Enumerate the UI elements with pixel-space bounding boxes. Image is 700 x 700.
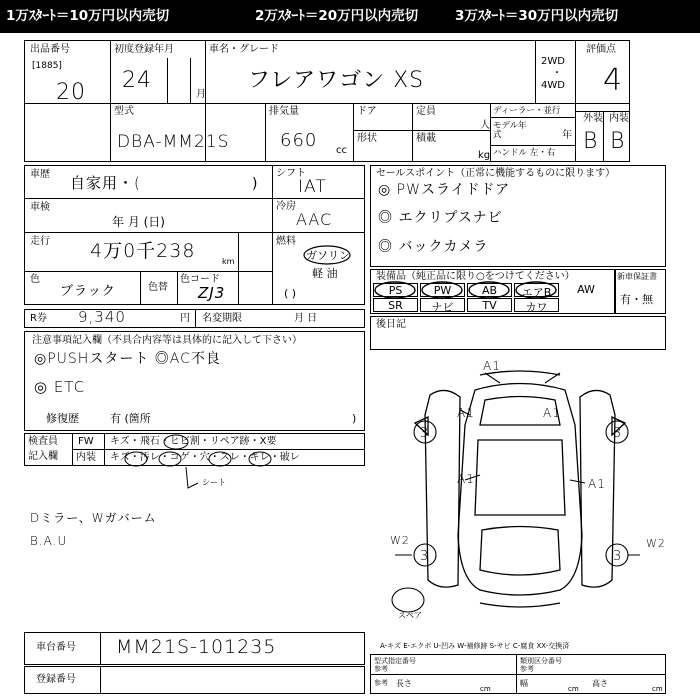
notes-line-1: ◎PUSHスタート ◎AC不良 [34,351,221,367]
inspector-label-2: 記入欄 [28,451,58,462]
displacement-label: 排気量 [269,106,299,117]
payload-label: 積載 [416,133,436,144]
color-code-value: ZJ3 [198,284,226,302]
circle-num-rr: 3 [613,549,623,564]
banner-item-2: 2万ｽﾀｰﾄ＝20万円以内売切 [255,8,419,24]
drive-4wd: 4WD [541,80,565,91]
repair-close: ) [352,412,357,425]
name-grade: フレアワゴン XS [248,68,425,93]
color-code-label: 色コード [180,274,220,285]
class-ref-label: 参考 [520,665,534,673]
interior-grade: B [610,129,626,154]
recycle-label: R券 [30,313,47,324]
equip-navi: ナビ [420,298,465,312]
notes-title: 注意事項記入欄（不具合内容等は具体的に記入して下さい） [32,335,302,346]
shift-label: シフト [276,168,306,179]
drive-2wd: 2WD [541,56,565,67]
equipment-title: 装備品（純正品に限り○をつけてください） [376,271,575,282]
drive-dot: ・ [552,68,562,79]
equip-tv: TV [467,298,512,312]
first-reg-label: 初度登録年月 [114,44,174,55]
sales-point-2: ◎ エクリプスナビ [378,210,503,226]
mark-w2-right: W2 [646,537,666,550]
int-text: キズ・汚レ・コゲ・穴・スレ・キレ・破レ [110,452,300,463]
spare-label: スペア [398,611,422,620]
ac-value: AAC [296,210,333,229]
recycle-yen: 円 [180,313,190,324]
displacement-value: 660 [280,130,318,151]
mileage-value: 4万0千238 [90,240,196,262]
fuel-gas: ガソリン [306,249,350,262]
new-car-value: 有・無 [620,293,653,306]
equip-ab: AB [467,283,512,297]
repair-text: 有 (箇所 [110,412,151,425]
circle-num-fr: 3 [613,426,623,441]
inspector-label-1: 検査員 [28,436,58,447]
capacity-label: 定員 [416,106,436,117]
year-unit: 年 [562,130,572,141]
chassis-value: MM21S-101235 [116,636,277,658]
history-label: 車歴 [30,169,50,180]
history-value: 自家用・( [70,174,141,192]
color-change-label: 色替 [148,282,168,293]
model-label: 型式 [114,106,134,117]
fuel-label: 燃料 [276,236,296,247]
mark-a1-right-front: A1 [543,406,561,420]
width-label: 幅 [520,679,528,688]
banner-item-3: 3万ｽﾀｰﾄ＝30万円以内売切 [455,8,619,24]
lot-number: 20 [56,80,86,105]
lot-code: [1885] [32,61,62,71]
mark-a1-left-front: A1 [457,406,475,420]
repair-label: 修復歴 [46,412,79,425]
fw-label: FW [78,436,94,447]
recycle-value: 9,340 [78,308,126,326]
displacement-unit: cc [336,145,347,156]
mark-a1-front: A1 [483,359,501,373]
new-car-label: 新車保証書 [617,272,657,281]
ref-label: 参考 [374,679,388,687]
mark-w2-left: W2 [390,534,410,547]
length-cm: cm [480,685,491,693]
ac-label: 冷房 [276,201,296,212]
fuel-light: 軽 油 [312,267,338,280]
equip-pw: PW [420,283,465,297]
mark-a1-left-rear: A1 [457,472,475,486]
equipment-circles [370,280,570,300]
score-value: 4 [603,63,624,98]
dealer-label: ディーラー・並行 [493,106,561,116]
inspector-marks [100,433,360,493]
price-banner [0,0,700,33]
height-label: 高さ [592,679,608,688]
mark-a1-right-rear: A1 [588,477,606,491]
seat-note: シート [202,478,226,487]
color-label: 色 [30,274,40,285]
damage-legend: A-キズ E-エクボ U-凹み W-補修跡 S-サビ C-腐食 XX-交換済 [380,642,570,650]
lot-label: 出品番号 [30,44,70,55]
circle-num-rl: 3 [420,549,430,564]
form-number-label: 型式指定番号 [374,657,416,665]
interior-label: 内装 [609,113,629,124]
header-box [24,40,630,162]
equip-aw: AW [577,283,595,296]
sales-point-3: ◎ バックカメラ [378,239,489,255]
sales-point-1: ◎ PWスライドドア [378,182,511,198]
banner-item-1: 1万ｽﾀｰﾄ＝10万円以内売切 [6,8,170,24]
first-reg-year: 24 [122,68,152,93]
inspector-note-1: Dミラー、Wガバーム [30,511,157,525]
score-label: 評価点 [586,44,616,55]
shift-value: IAT [298,177,327,197]
name-grade-label: 車名・グレード [209,44,279,55]
fuel-gas-circle [302,240,352,264]
circle-num-fl: 3 [420,426,430,441]
int-label: 内装 [76,452,96,463]
model-value: DBA-MM21S [117,132,230,152]
sales-points-title: セールスポイント（正常に機能するものに限ります） [376,168,616,179]
door-label: ドア [357,106,377,117]
inspection-text: 年 月 (日) [112,215,165,229]
color-value: ブラック [60,284,116,299]
equip-airb: エアB [514,283,559,297]
notes-line-2: ◎ ETC [34,378,86,396]
fuel-paren: ( ) [284,287,297,300]
capacity-unit: 人 [480,120,490,131]
handle-label: ハンドル 左・右 [493,148,556,158]
owner-note-box [370,316,666,350]
chassis-label: 車台番号 [36,642,76,653]
width-cm: cm [568,685,579,693]
damage-diagram [370,355,670,615]
model-year-label: モデル年式 [493,121,527,140]
registration-label: 登録番号 [36,674,76,685]
km-unit: km [222,257,235,266]
inspector-note-2: B.A.U [30,534,68,548]
equip-sr: SR [373,298,418,312]
equip-ps: PS [373,283,418,297]
shape-label: 形状 [357,133,377,144]
equip-leather: カワ [514,298,559,312]
form-ref-label: 参考 [374,665,388,673]
history-close: ) [252,176,258,192]
exterior-label: 外装 [583,113,603,124]
owner-note-label: 後日記 [376,319,406,330]
inspection-label: 車検 [30,202,50,213]
length-label: 長さ [396,679,412,688]
fw-text: キズ・飛石・ヒビ割・リペア跡・X要 [110,436,277,447]
height-cm: cm [652,685,663,693]
tax-text: 月 日 [294,313,318,324]
mileage-label: 走行 [30,236,50,247]
payload-unit: kg [478,150,491,161]
tax-label: 名変期限 [202,313,242,324]
class-number-label: 類別区分番号 [520,657,562,665]
month-unit: 月 [196,89,206,100]
exterior-grade: B [583,129,599,154]
